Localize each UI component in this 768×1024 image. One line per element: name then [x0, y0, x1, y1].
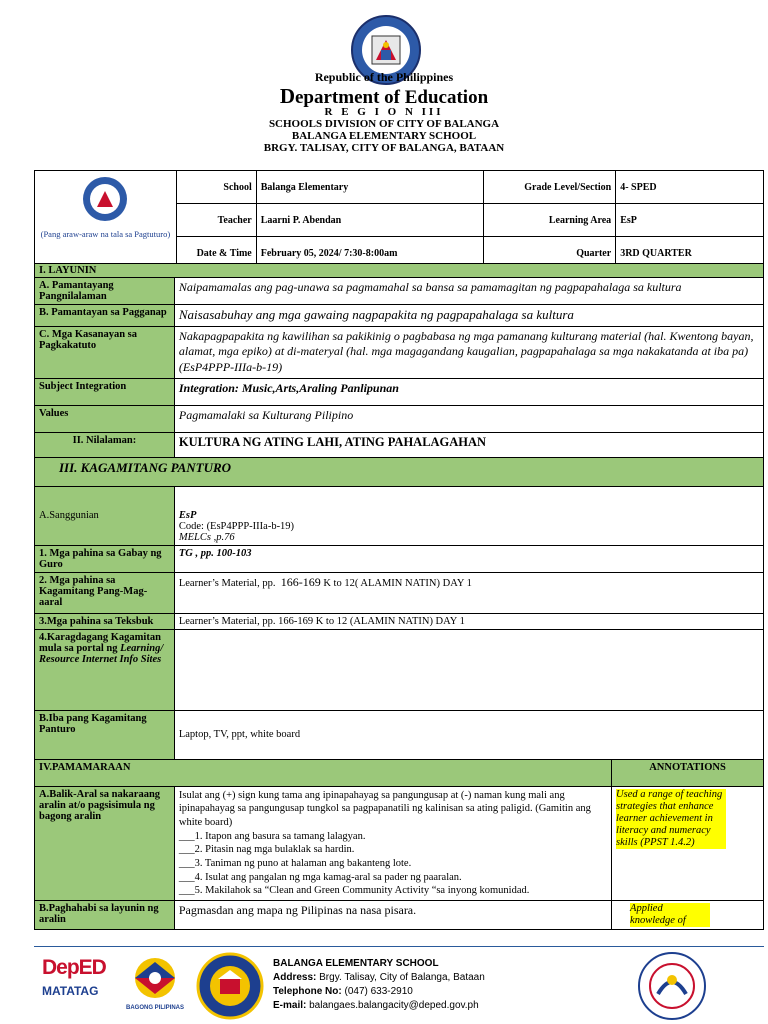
grade-value: 4- SPED: [616, 171, 764, 204]
teacher-label: Teacher: [176, 204, 256, 237]
nilalaman-value: KULTURA NG ATING LAHI, ATING PAHALAGAHAN: [174, 432, 763, 457]
list-item: ___5. Makilahok sa “Clean and Green Community Activity “sa inyong komunidad.: [178, 885, 530, 897]
philippine-quality-award-logo: [636, 950, 708, 1022]
lm-prefix: Learner’s Material, pp.: [178, 577, 276, 589]
lm-pages: 166-169: [280, 574, 321, 589]
gabay-guro-value: TG , pp. 100-103: [174, 545, 763, 572]
kasanayan-value: Nakapagpapakita ng kawilihan sa pakikinig o pagbabasa ng mga pamanang kulturang material (hal. Kwentong bayan, alamat, mga epiko) at di-materyal (hal. mga magagandang kaugalian, pagpapahalaga sa mga nakakatanda at iba pa) (EsP4PPP-IIIa-b-19): [174, 326, 763, 378]
footer-divider: [34, 946, 764, 947]
nilalaman-label: II. Nilalaman:: [35, 432, 175, 457]
footer-contact: [273, 957, 485, 1013]
values-label: Values: [35, 405, 175, 432]
area-label: Learning Area: [484, 204, 616, 237]
bagong-pilipinas-label: BAGONG PILIPINAS: [125, 1005, 184, 1011]
pamantayang-nilalaman-value: Naipamamalas ang pag-unawa sa pagmamahal sa bansa sa pamamagitan ng pagpapahalaga sa kultura: [174, 278, 763, 305]
grade-label: Grade Level/Section: [484, 171, 616, 204]
list-item: ___3. Taniman ng puno at halaman ang bakanteng lote.: [178, 857, 412, 869]
address-label: Address:: [273, 972, 317, 983]
pamantayang-nilalaman-label: A. Pamantayang Pangnilalaman: [35, 278, 175, 305]
tel-value: (047) 633-2910: [344, 986, 413, 997]
balik-aral-label: A.Balik-Aral sa nakaraang aralin at/o pagsisimula ng bagong aralin: [35, 786, 175, 900]
karagdagang-kagamitan-label-b: Learning/ Resource Internet Info Sites: [39, 642, 164, 665]
table-row: [35, 278, 764, 305]
balik-aral-intro: Isulat ang (+) sign kung tama ang ipinapahayag sa pangungusap at (-) naman kung mali ang ipinapahayag sa pangungusap tungkol sa pagpapanatili ng kalinisan sa ating paligid. (Gamitin ang white board): [178, 789, 591, 828]
deped-matatag-logo: [42, 956, 114, 1012]
teacher-value: Laarni P. Abendan: [256, 204, 484, 237]
paghahabi-annotation-cell: [612, 900, 764, 929]
table-row: [35, 572, 764, 613]
gabay-guro-label: 1. Mga pahina sa Gabay ng Guro: [35, 545, 175, 572]
karagdagang-kagamitan-label-a: 4.Karagdagang Kagamitan mula sa portal ng: [39, 631, 161, 654]
email-label: E-mail:: [273, 1000, 307, 1011]
sanggunian-melcs: MELCs ,p.76: [178, 531, 235, 543]
address-value: Brgy. Talisay, City of Balanga, Bataan: [319, 972, 485, 983]
kasanayan-label: C. Mga Kasanayan sa Pagkakatuto: [35, 326, 175, 378]
paghahabi-label: B.Paghahabi sa layunin ng aralin: [35, 900, 175, 929]
paghahabi-annotation: Applied knowledge of: [630, 903, 710, 927]
sanggunian-value: [174, 486, 763, 545]
list-item: ___2. Pitasin nag mga bulaklak sa hardin.: [178, 844, 355, 856]
bagong-pilipinas-icon: [129, 956, 181, 1000]
footer-email-line: [273, 999, 485, 1013]
footer-school-name: BALANGA ELEMENTARY SCHOOL: [273, 958, 439, 969]
table-row: [35, 326, 764, 378]
tel-label: Telephone No:: [273, 986, 342, 997]
lesson-plan-table: [34, 263, 764, 930]
list-item: ___4. Isulat ang pangalan ng mga kamag-aral sa pader ng paaralan.: [178, 871, 462, 883]
table-row: [35, 545, 764, 572]
pamantayan-pagganap-value: Naisasabuhay ang mga gawaing nagpapakita ng pagpapahalaga sa kultura: [174, 305, 763, 327]
karagdagang-kagamitan-value: [174, 629, 763, 710]
quarter-label: Quarter: [484, 237, 616, 270]
table-row: [35, 710, 764, 759]
deped-small-seal-icon: [70, 175, 140, 223]
sanggunian-code: Code: (EsP4PPP-IIIa-b-19): [178, 520, 295, 532]
table-row: [35, 629, 764, 710]
table-row: [35, 264, 764, 278]
values-value: Pagmamalaki sa Kulturang Pilipino: [174, 405, 763, 432]
header-region: R E G I O N III: [324, 106, 444, 118]
section-pamamaraan: IV.PAMAMARAAN: [35, 759, 612, 786]
balik-aral-annotation-cell: [612, 786, 764, 900]
table-row: [35, 405, 764, 432]
balik-aral-annotation: Used a range of teaching strategies that enhance learner achievement in literacy and numeracy skills (PPST 1.4.2): [616, 789, 726, 849]
date-value: February 05, 2024/ 7:30-8:00am: [256, 237, 484, 270]
table-row: [35, 900, 764, 929]
list-item: ___1. Itapon ang basura sa tamang lalagyan.: [178, 830, 366, 842]
pamantayan-pagganap-label: B. Pamantayan sa Pagganap: [35, 305, 175, 327]
balanga-es-seal-logo: [196, 952, 264, 1020]
teksbuk-label: 3.Mga pahina sa Teksbuk: [35, 613, 175, 629]
table-row: [35, 378, 764, 405]
sanggunian-subject: EsP: [178, 509, 197, 521]
header-school: BALANGA ELEMENTARY SCHOOL: [291, 130, 477, 142]
email-value: balangaes.balangacity@deped.gov.ph: [309, 1000, 479, 1011]
deped-wordmark: DepED: [42, 956, 106, 979]
header-department-rest: epartment of Education: [295, 87, 489, 108]
table-row: [35, 457, 764, 486]
table-row: [35, 486, 764, 545]
kagamitang-pang-mag-aaral-value: [174, 572, 763, 613]
info-logo-cell: [35, 171, 177, 270]
lm-suffix: K to 12( ALAMIN NATIN) DAY 1: [323, 577, 472, 589]
table-row: [35, 613, 764, 629]
header-address: BRGY. TALISAY, CITY OF BALANGA, BATAAN: [263, 142, 505, 154]
annotations-header: ANNOTATIONS: [612, 759, 764, 786]
kagamitang-pang-mag-aaral-label: 2. Mga pahina sa Kagamitang Pang-Mag- aaral: [35, 572, 175, 613]
header-department-initial: D: [279, 84, 295, 108]
balik-aral-value: [174, 786, 611, 900]
school-value: Balanga Elementary: [256, 171, 484, 204]
info-table: [34, 170, 764, 270]
table-row: [35, 759, 764, 786]
school-label: School: [176, 171, 256, 204]
iba-pang-kagamitan-label: B.Iba pang Kagamitang Panturo: [35, 710, 175, 759]
iba-pang-kagamitan-value: Laptop, TV, ppt, white board: [174, 710, 763, 759]
footer-address-line: [273, 971, 485, 985]
matatag-wordmark: MATATAG: [42, 984, 99, 998]
date-label: Date & Time: [176, 237, 256, 270]
footer-tel-line: [273, 985, 485, 999]
sanggunian-label: A.Sanggunian: [35, 486, 175, 545]
bagong-pilipinas-logo: [122, 956, 188, 1016]
balik-aral-items: [179, 830, 607, 898]
teksbuk-value: Learner’s Material, pp. 166-169 K to 12 (ALAMIN NATIN) DAY 1: [174, 613, 763, 629]
karagdagang-kagamitan-label: [35, 629, 175, 710]
header-division: SCHOOLS DIVISION OF CITY OF BALANGA: [268, 118, 500, 130]
subject-integration-label: Subject Integration: [35, 378, 175, 405]
table-row: [35, 786, 764, 900]
section-kagamitan: III. KAGAMITANG PANTURO: [35, 457, 764, 486]
header-republic: Republic of the Philippines: [314, 70, 454, 84]
paghahabi-value: Pagmasdan ang mapa ng Pilipinas na nasa pisara.: [174, 900, 611, 929]
section-layunin: I. LAYUNIN: [35, 264, 764, 278]
table-row: [35, 305, 764, 327]
quarter-value: 3RD QUARTER: [616, 237, 764, 270]
table-row: [35, 432, 764, 457]
info-logo-note: (Pang araw-araw na tala sa Pagtuturo): [40, 229, 171, 239]
area-value: EsP: [616, 204, 764, 237]
subject-integration-value: Integration: Music,Arts,Araling Panlipunan: [174, 378, 763, 405]
